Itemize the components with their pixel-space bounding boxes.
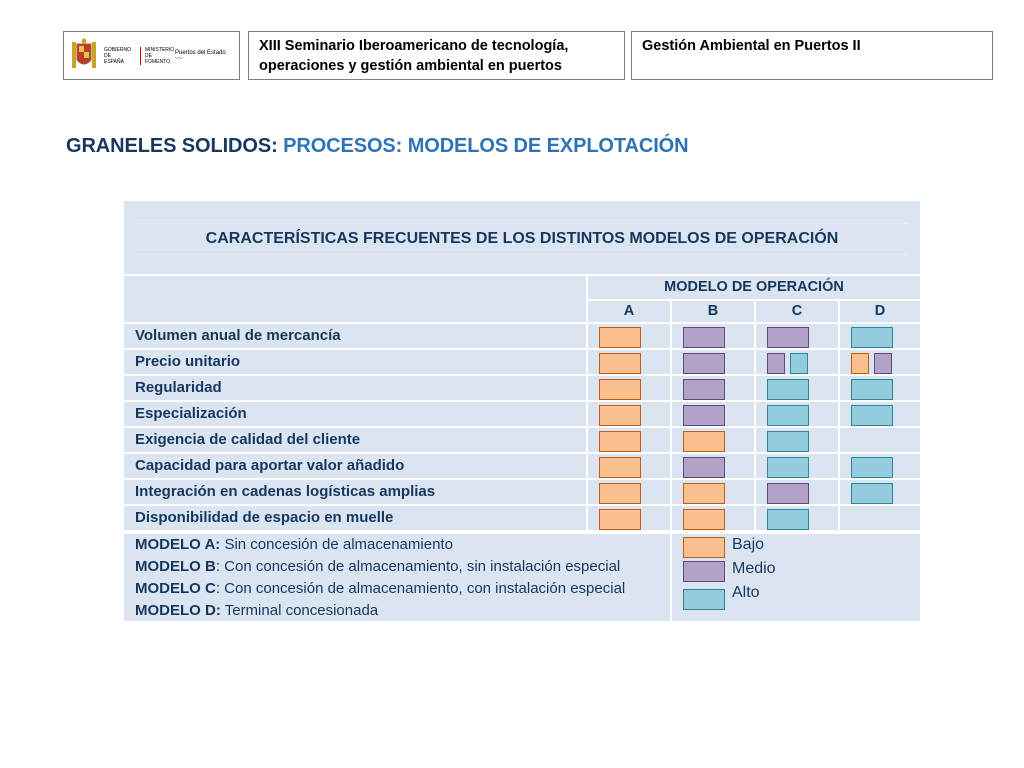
level-swatch-bajo [683,431,725,452]
row-label: Especialización [124,402,586,426]
ministry-text: MINISTERIO DE FOMENTO [140,47,171,65]
level-swatch-bajo [599,457,641,478]
table-cell [840,428,920,452]
legend-label-bajo: Bajo [732,536,765,553]
page-title-part1: GRANELES SOLIDOS: [66,135,278,157]
table-title-cell [124,201,920,274]
row-label: Disponibilidad de espacio en muelle [124,506,586,530]
model-c: MODELO C: Con concesión de almacenamiento, con instalación especial [135,580,626,597]
level-swatch-medio [874,353,892,374]
model-d: MODELO D: Terminal concesionada [135,602,379,619]
table-cell [840,506,920,530]
legend-swatch-alto [683,589,725,610]
level-swatch-medio [683,457,725,478]
group-header: MODELO DE OPERACIÓN [588,276,920,299]
level-swatch-medio [683,327,725,348]
level-swatch-bajo [599,353,641,374]
legend-label-alto: Alto [732,584,760,601]
brand-block [175,50,226,62]
level-swatch-bajo [599,431,641,452]
row-label: Precio unitario [124,350,586,374]
row-label: Integración en cadenas logísticas amplias [124,480,586,504]
level-swatch-alto [851,457,893,478]
level-swatch-medio [683,379,725,400]
column-header-a: A [588,301,670,322]
brand-text: Puertos del Estado [175,49,226,56]
level-swatch-alto [790,353,808,374]
level-swatch-medio [767,327,809,348]
header-empty-cell [124,276,586,322]
model-b: MODELO B: Con concesión de almacenamiento, sin instalación especial [135,558,621,575]
row-label: Capacidad para aportar valor añadido [124,454,586,478]
level-swatch-alto [851,405,893,426]
level-swatch-medio [683,353,725,374]
level-swatch-bajo [599,327,641,348]
page-title [66,135,688,158]
wave-icon: 〰 [175,53,183,63]
level-swatch-bajo [599,483,641,504]
logo-block [63,31,240,80]
level-swatch-bajo [683,483,725,504]
level-swatch-bajo [683,509,725,530]
level-swatch-alto [767,379,809,400]
column-header-c: C [756,301,838,322]
level-swatch-medio [767,353,785,374]
level-swatch-bajo [599,379,641,400]
level-swatch-alto [851,327,893,348]
model-a: MODELO A: Sin concesión de almacenamiento [135,536,453,553]
row-label: Volumen anual de mercancía [124,324,586,348]
level-swatch-alto [767,457,809,478]
legend-label-medio: Medio [732,560,776,577]
level-swatch-bajo [851,353,869,374]
level-swatch-medio [683,405,725,426]
level-swatch-bajo [599,405,641,426]
table-title: CARACTERÍSTICAS FRECUENTES DE LOS DISTINTOS MODELOS DE OPERACIÓN [136,223,908,255]
level-swatch-bajo [599,509,641,530]
legend-swatch-medio [683,561,725,582]
level-swatch-alto [851,379,893,400]
models-list [135,534,625,622]
level-swatch-alto [767,405,809,426]
column-header-b: B [672,301,754,322]
level-swatch-medio [767,483,809,504]
characteristics-table [124,201,920,621]
legend-swatch-bajo [683,537,725,558]
page-title-part2: PROCESOS: MODELOS DE EXPLOTACIÓN [277,135,689,157]
level-swatch-alto [767,431,809,452]
row-label: Regularidad [124,376,586,400]
coat-of-arms-icon [70,38,98,74]
event-title: XIII Seminario Iberoamericano de tecnología, operaciones y gestión ambiental en puertos [248,31,625,80]
course-title: Gestión Ambiental en Puertos II [631,31,993,80]
gov-text: GOBIERNO DE ESPAÑA [104,46,131,65]
column-header-d: D [840,301,920,322]
level-swatch-alto [767,509,809,530]
level-swatch-alto [851,483,893,504]
row-label: Exigencia de calidad del cliente [124,428,586,452]
